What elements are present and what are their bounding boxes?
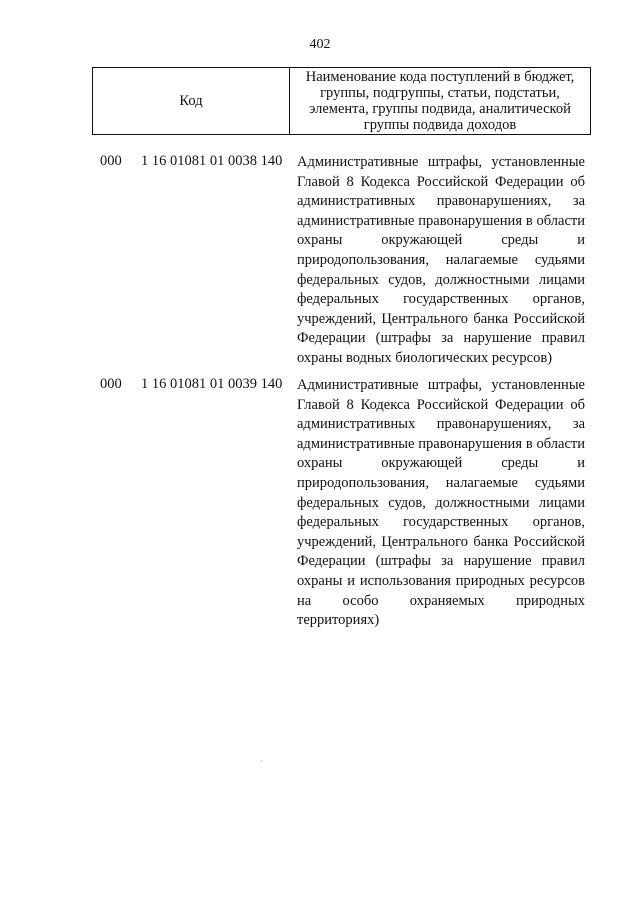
header-code-column: Код	[93, 68, 290, 134]
income-description: Административные штрафы, установленные Главой 8 Кодекса Российской Федерации об административных правонарушениях, за административные правонарушения в области охраны окружающей среды и природопользования, налагаемые судьями федеральных судов, должностными лицами федеральных государственных органов, учреждений, Центрального банка Российской Федерации (штрафы за нарушение правил охраны и использования природных ресурсов на особо охраняемых природных территориях)	[297, 377, 585, 629]
table-header	[92, 67, 591, 135]
header-name-column: Наименование кода поступлений в бюджет, группы, подгруппы, статьи, подстатьи, элемента, группы подвида, аналитической группы подвида доходов	[305, 69, 575, 133]
admin-code: 000	[100, 376, 122, 392]
income-code: 1 16 01081 01 0038 140	[141, 153, 283, 169]
admin-code: 000	[100, 153, 122, 169]
page-number: 402	[309, 37, 331, 52]
income-description: Административные штрафы, установленные Главой 8 Кодекса Российской Федерации об административных правонарушениях, за административные правонарушения в области охраны окружающей среды и природопользования, налагаемые судьями федеральных судов, должностными лицами федеральных государственных органов, учреждений, Центрального банка Российской Федерации (штрафы за нарушение правил охраны водных биологических ресурсов)	[297, 154, 585, 366]
income-code: 1 16 01081 01 0039 140	[141, 376, 283, 392]
scan-speck	[261, 760, 262, 761]
